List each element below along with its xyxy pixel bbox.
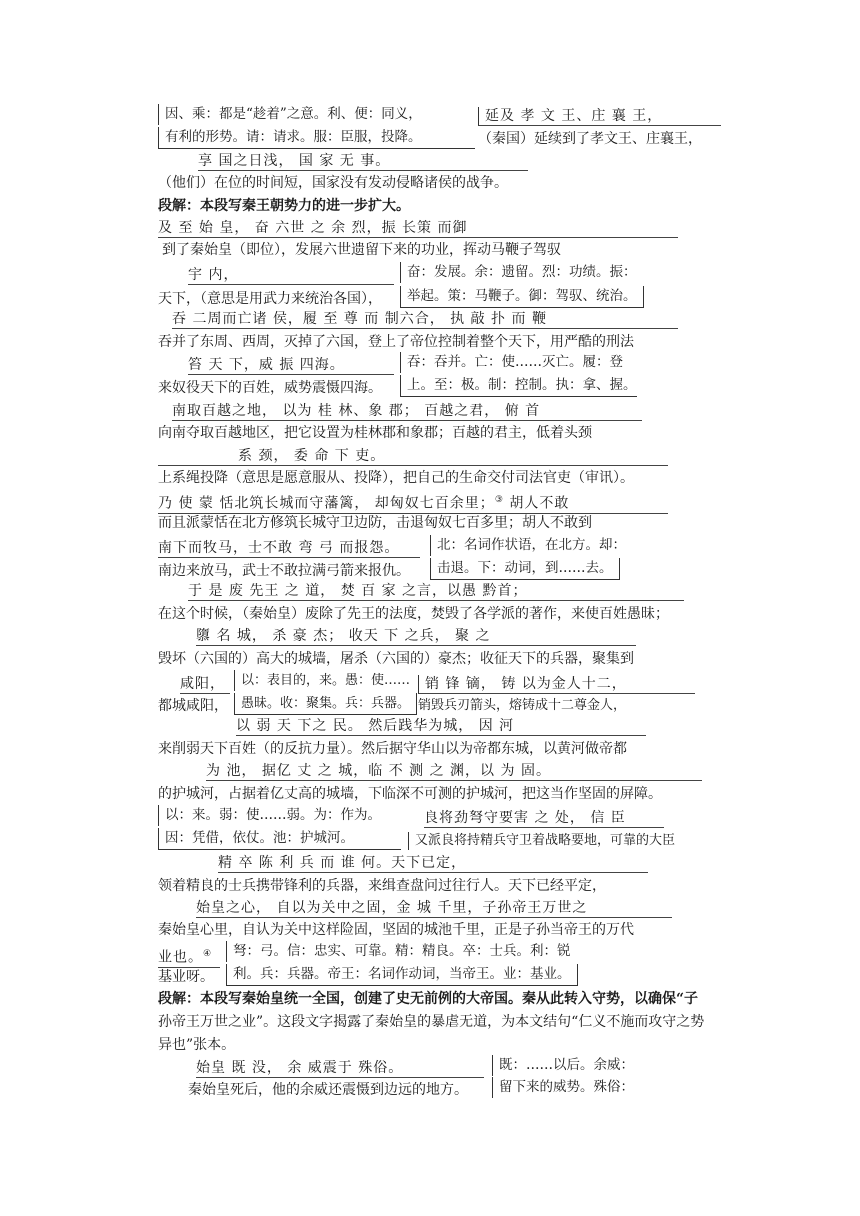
original-text-line: 吞 二周而亡诸 侯，履 至 尊 而 制六合， 执 敲 扑 而 鞭 xyxy=(172,310,678,329)
annotation-note: 上。至：极。制：控制。执：拿、握。 xyxy=(400,375,637,397)
annotation-note: 以：表目的，来。愚：使…… xyxy=(234,670,410,691)
original-text-line: 享 国之日浅， 国 家 无 事。 xyxy=(198,152,528,171)
annotation-note: 因：凭借，依仗。池：护城河。 xyxy=(158,828,401,850)
translation-line: 在这个时候，（秦始皇）废除了先王的法度，焚毁了各学派的著作，来使百姓愚昧； xyxy=(158,606,669,622)
translation-line: 都城咸阳， xyxy=(158,698,228,714)
annotation-note xyxy=(158,104,475,125)
original-text-line: 南下而牧马，士不敢 弯 弓 而报怨。 xyxy=(158,539,420,558)
original-text-line: 南取百越之地， 以为 桂 林、象 郡； 百越之君， 俯 首 xyxy=(172,402,642,421)
annotation-note: 愚昧。收：聚集。兵：兵器。 xyxy=(234,693,417,715)
original-text-line: 始皇之心， 自以为关中之固，金 城 千里，子孙帝王万世之 xyxy=(196,899,672,918)
footnote-marker: ③ xyxy=(494,495,504,505)
original-text-line: 为 池， 据亿 丈 之 城，临 不 测 之 渊，以 为 固。 xyxy=(206,762,702,781)
annotation-note: 弩：弓。信：忠实、可靠。精：精良。卒：士兵。利：锐 xyxy=(226,941,571,962)
original-text: 乃 使 蒙 恬北筑长城而守藩篱， 却匈奴七百余里； xyxy=(158,495,495,512)
original-text-line: 销 锋 镝， 铸 以为金人十二， xyxy=(418,675,695,694)
original-text-line: 于 是 废 先王 之 道， 焚 百 家 之言，以愚 黔首； xyxy=(188,582,684,601)
paragraph-summary: 段解：本段写秦王朝势力的进一步扩大。 xyxy=(158,198,410,214)
annotation-note: 留下来的威势。殊俗： xyxy=(492,1077,634,1098)
original-text-line: 笞 天 下，威 振 四海。 xyxy=(188,356,394,375)
original-text-line: 良将劲弩守要害 之 处， 信 臣 xyxy=(424,809,664,828)
original-text-line: 及 至 始 皇， 奋 六世 之 余 烈，振 长策 而御 xyxy=(158,219,678,238)
annotation-note: 以：来。弱：使……弱。为：作为。 xyxy=(158,805,381,826)
annotation-note: 奋：发展。余：遗留。烈：功绩。振： xyxy=(400,262,637,283)
paragraph-summary: 异也”张本。 xyxy=(158,1037,236,1053)
translation-line: 的护城河，占据着亿丈高的城墙，下临深不可测的护城河，把这当作坚固的屏障。 xyxy=(158,786,662,802)
original-text-line: 隳 名 城， 杀 豪 杰； 收天 下 之兵， 聚 之 xyxy=(196,627,636,646)
translation-line: 领着精良的士兵携带锋利的兵器，来缉查盘问过往行人。天下已经平定， xyxy=(158,878,606,894)
original-text-line: 延及 孝 文 王、庄 襄 王， xyxy=(478,107,721,126)
translation-line: （他们）在位的时间短，国家没有发动侵略诸侯的战争。 xyxy=(158,175,508,191)
note-text: 有利的形势。请：请求。服：臣服，投降。 xyxy=(165,129,422,145)
translation-line: 南边来放马，武士不敢拉满弓箭来报仇。 xyxy=(158,563,410,579)
paragraph-summary: 孙帝王万世之业”。这段文字揭露了秦始皇的暴虐无道，为本文结句“仁义不施而攻守之势 xyxy=(158,1014,705,1030)
annotation-note: 既：……以后。余威： xyxy=(492,1055,634,1076)
translation-line: 到了秦始皇（即位），发展六世遗留下来的功业，挥动马鞭子驾驭 xyxy=(162,242,561,258)
annotation-note xyxy=(158,127,475,149)
translation-line: 秦始皇心里，自认为关中这样险固，坚固的城池千里，正是子孙当帝王的万代 xyxy=(158,922,634,938)
annotation-note: 利。兵：兵器。帝王：名词作动词，当帝王。业：基业。 xyxy=(226,964,578,986)
original-text-line: 宇 内， xyxy=(188,266,394,285)
translation-line: 秦始皇死后，他的余威还震慑到边远的地方。 xyxy=(188,1082,468,1098)
original-text: 胡人不敢 xyxy=(509,495,570,512)
original-text-line: 以 弱 天 下之 民。 然后践华为城， 因 河 xyxy=(236,717,646,736)
translation-line: 来奴役天下的百姓，威势震慑四海。 xyxy=(158,380,382,396)
translation-line: 又派良将持精兵守卫着战略要地，可靠的大臣 xyxy=(408,832,675,850)
original-text-line xyxy=(158,945,220,968)
original-text-line: 精 卒 陈 利 兵 而 谁 何。天下已定， xyxy=(218,854,648,873)
annotation-note: 北：名词作状语，在北方。却： xyxy=(430,535,626,556)
translation-line: 销毁兵刃箭头，熔铸成十二尊金人， xyxy=(418,698,627,713)
original-text-line: 始皇 既 没， 余 威震于 殊俗。 xyxy=(196,1059,484,1078)
translation-line: 吞并了东周、西周，灭掉了六国，登上了帝位控制着整个天下，用严酷的刑法 xyxy=(158,334,634,350)
translation-line: 上系绳投降（意思是愿意服从、投降），把自己的生命交付司法官吏（审讯）。 xyxy=(158,470,634,486)
annotation-note: 击退。下：动词，到……去。 xyxy=(430,558,620,580)
original-text-line xyxy=(158,491,668,514)
paragraph-summary: 段解：本段写秦始皇统一全国，创建了史无前例的大帝国。秦从此转入守势，以确保“子 xyxy=(158,991,699,1007)
annotation-note: 吞：吞并。亡：使……灭亡。履：登 xyxy=(400,352,623,373)
translation-line: 来削弱天下百姓（的反抗力量）。然后据守华山以为帝都东城，以黄河做帝都 xyxy=(158,741,627,757)
footnote-marker: ④ xyxy=(203,949,213,959)
translation-line: 向南夺取百越地区，把它设置为桂林郡和象郡；百越的君主，低着头颈 xyxy=(158,425,592,441)
original-text: 业也。 xyxy=(158,949,203,966)
translation-line: 基业呀。 xyxy=(158,969,214,985)
original-text-line: 系 颈， 委 命 下 吏。 xyxy=(158,447,668,466)
original-text-line: 咸阳， xyxy=(180,675,230,694)
annotation-note: 举起。策：马鞭子。御：驾驭、统治。 xyxy=(400,286,644,308)
translation-line: 毁坏（六国的）高大的城墙，屠杀（六国的）豪杰；收征天下的兵器，聚集到 xyxy=(158,651,634,667)
translation-line: （秦国）延续到了孝文王、庄襄王， xyxy=(478,131,702,147)
translation-line: 天下，（意思是用武力来统治各国）， xyxy=(158,291,382,307)
translation-line: 而且派蒙恬在北方修筑长城守卫边防，击退匈奴七百多里；胡人不敢到 xyxy=(158,515,592,531)
note-text: 因、乘：都是“趁着”之意。利、便：同义， xyxy=(165,106,422,122)
